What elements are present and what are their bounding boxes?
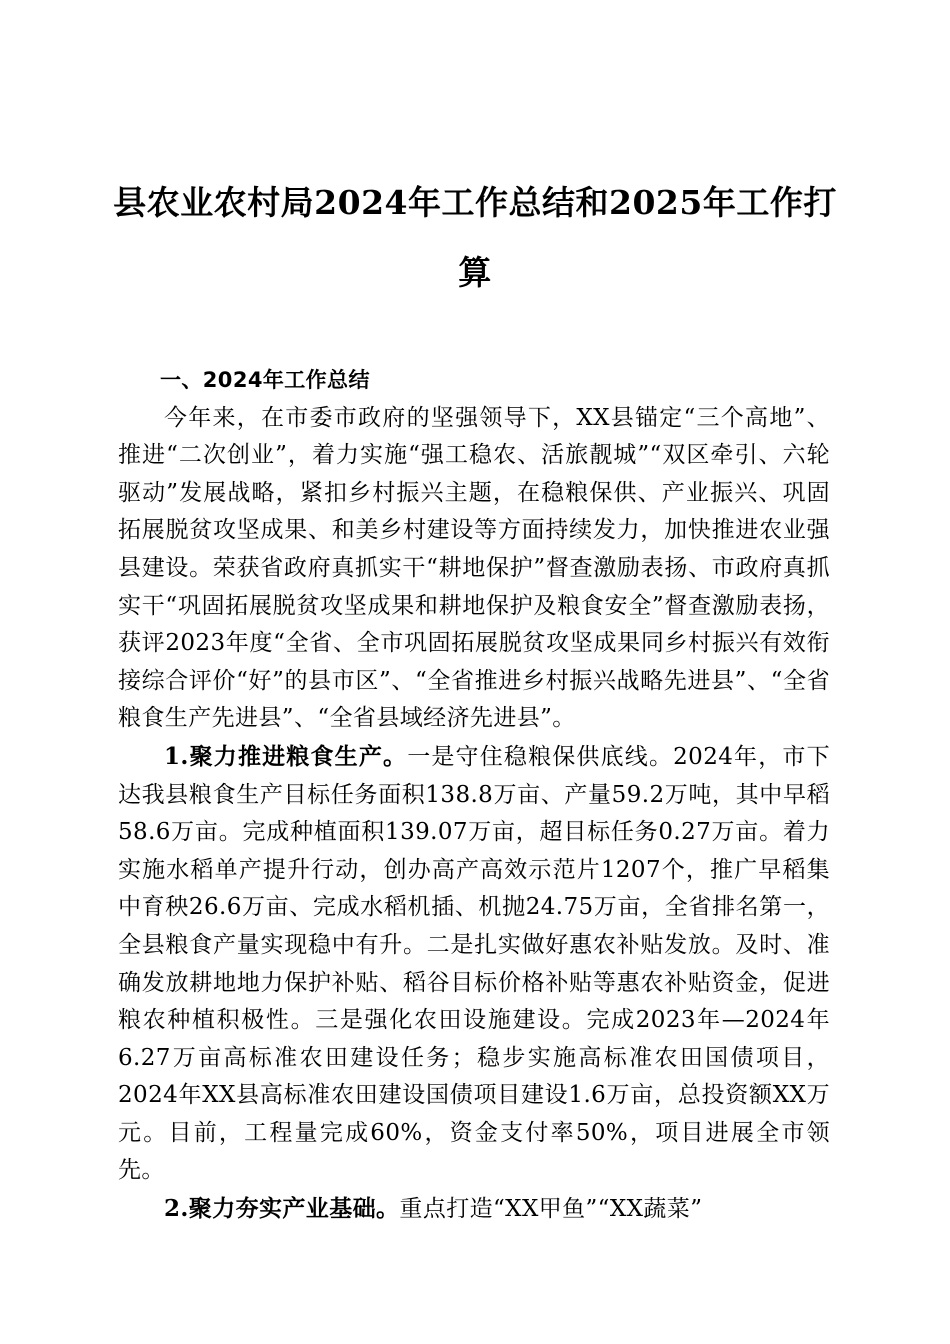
item-2-text: 重点打造“XX甲鱼”“XX蔬菜” bbox=[399, 1196, 703, 1223]
section-heading: 一、2024年工作总结 bbox=[160, 368, 370, 392]
item-2-heading: 2.聚力夯实产业基础。 bbox=[164, 1195, 400, 1223]
paragraph-item-2 bbox=[118, 1190, 830, 1229]
document-title: 县农业农村局2024年工作总结和2025年工作打算 bbox=[113, 183, 837, 292]
document-body bbox=[118, 362, 830, 1229]
paragraph-intro: 今年来，在市委市政府的坚强领导下，XX县锚定“三个高地”、推进“二次创业”，着力实施“强工稳农、活旅靓城”“双区牵引、六轮驱动”发展战略，紧扣乡村振兴主题，在稳粮保供、产业振兴、巩固拓展脱贫攻坚成果、和美乡村建设等方面持续发力，加快推进农业强县建设。荣获省政府真抓实干“耕地保护”督查激励表扬、市政府真抓实干“巩固拓展脱贫攻坚成果和耕地保护及粮食安全”督查激励表扬，获评2023年度“全省、全市巩固拓展脱贫攻坚成果同乡村振兴有效衔接综合评价“好”的县市区”、“全省推进乡村振兴战略先进县”、“全省粮食生产先进县”、“全省县域经济先进县”。 bbox=[118, 404, 830, 732]
paragraph-item-1 bbox=[118, 738, 830, 1190]
item-1-text: 一是守住稳粮保供底线。2024年，市下达我县粮食生产目标任务面积138.8万亩、产量59.2万吨，其中早稻58.6万亩。完成种植面积139.07万亩，超目标任务0.27万亩。着力实施水稻单产提升行动，创办高产高效示范片1207个，推广早稻集中育秧26.6万亩、完成水稻机插、机抛24.75万亩，全省排名第一，全县粮食产量实现稳中有升。二是扎实做好惠农补贴发放。及时、准确发放耕地地力保护补贴、稻谷目标价格补贴等惠农补贴资金，促进粮农种植积极性。三是强化农田设施建设。完成2023年—2024年6.27万亩高标准农田建设任务；稳步实施高标准农田国债项目，2024年XX县高标准农田建设国债项目建设1.6万亩，总投资额XX万元。目前，工程量完成60%，资金支付率50%，项目进展全市领先。 bbox=[118, 743, 830, 1184]
item-1-heading: 1.聚力推进粮食生产。 bbox=[164, 742, 408, 770]
